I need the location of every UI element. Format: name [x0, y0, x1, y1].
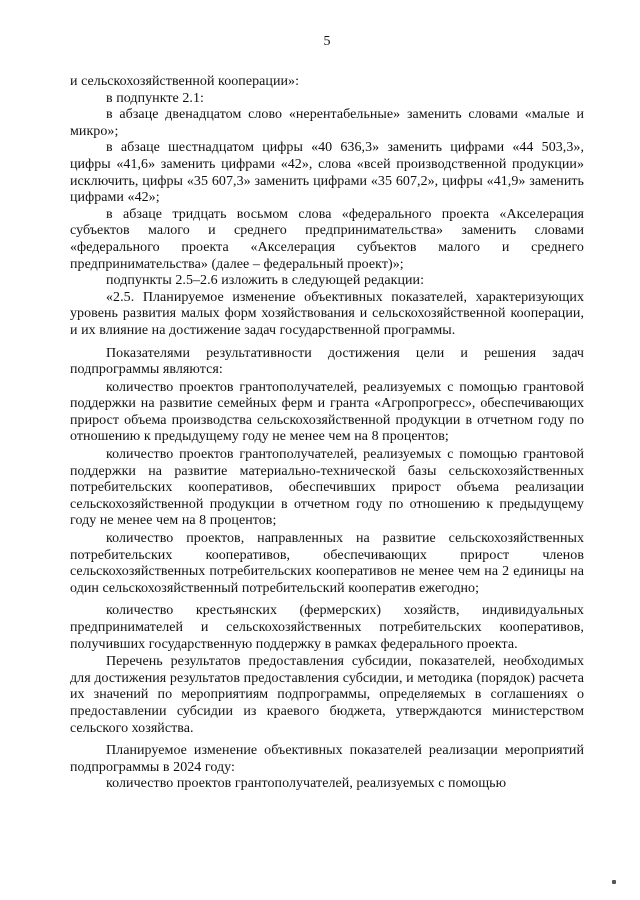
- paragraph: и сельскохозяйственной кооперации»:: [70, 74, 300, 89]
- paragraph: количество проектов грантополучателей, реализуемых с помощью: [106, 776, 507, 792]
- paragraph: Показателями результативности достижения цели и решения задач подпрограммы являются:: [70, 345, 584, 378]
- paragraph: количество проектов грантополучателей, реализуемых с помощью грантовой поддержки на развитие семейных ферм и гранта «Агропрогресс», обеспечивающих прирост объема производства сельскохозяйственной продукции в отчетном году по отношению к предыдущему году не менее чем на 8 процентов;: [70, 379, 584, 445]
- paragraph: количество проектов грантополучателей, реализуемых с помощью грантовой поддержки на развитие материально-технической базы сельскохозяйственных потребительских кооперативов, обеспечивших прирост объема реализации сельскохозяйственной продукции в отчетном году по отношению к предыдущему году не менее чем на 8 процентов;: [70, 447, 584, 529]
- scan-artifact: [612, 880, 616, 884]
- paragraph: в абзаце двенадцатом слово «нерентабельные» заменить словами «малые и микро»;: [70, 107, 584, 139]
- paragraph: в абзаце шестнадцатом цифры «40 636,3» заменить цифрами «44 503,3», цифры «41,6» заменить цифрами «42», слова «всей производственной продукции» исключить, цифры «35 607,3» заменить цифрами «35 607,2», цифры «41,9» заменить цифрами «42»;: [70, 140, 584, 206]
- paragraph: подпункты 2.5–2.6 изложить в следующей редакции:: [106, 273, 425, 289]
- paragraph: Перечень результатов предоставления субсидии, показателей, необходимых для достижения результатов предоставления субсидии, и методика (порядок) расчета их значений по мероприятиям подпрограммы, определяемых в соглашениях о предоставлении субсидии из краевого бюджета, утверждаются министерством сельского хозяйства.: [70, 654, 584, 736]
- paragraph: количество проектов, направленных на развитие сельскохозяйственных потребительских кооперативов, обеспечивающих прирост членов сельскохозяйственных потребительских кооперативов не менее чем на 2 единицы на один сельскохозяйственный потребительский кооператив ежегодно;: [70, 531, 584, 596]
- paragraph: в подпункте 2.1:: [106, 90, 204, 106]
- paragraph: количество крестьянских (фермерских) хозяйств, индивидуальных предпринимателей и сельскохозяйственных потребительских кооперативов, получивших государственную поддержку в рамках федерального проекта.: [70, 603, 584, 652]
- paragraph: в абзаце тридцать восьмом слова «федерального проекта «Акселерация субъектов малого и среднего предпринимательства» заменить словами «федерального проекта «Акселерация субъектов малого и среднего предпринимательства» (далее – федеральный проект)»;: [70, 206, 584, 272]
- page-number: 5: [323, 34, 331, 49]
- paragraph: Планируемое изменение объективных показателей реализации мероприятий подпрограммы в 2024 году:: [70, 743, 584, 775]
- paragraph: «2.5. Планируемое изменение объективных показателей, характеризующих уровень развития малых форм хозяйствования и сельскохозяйственной кооперации, и их влияние на достижение задач государственной программы.: [70, 289, 584, 338]
